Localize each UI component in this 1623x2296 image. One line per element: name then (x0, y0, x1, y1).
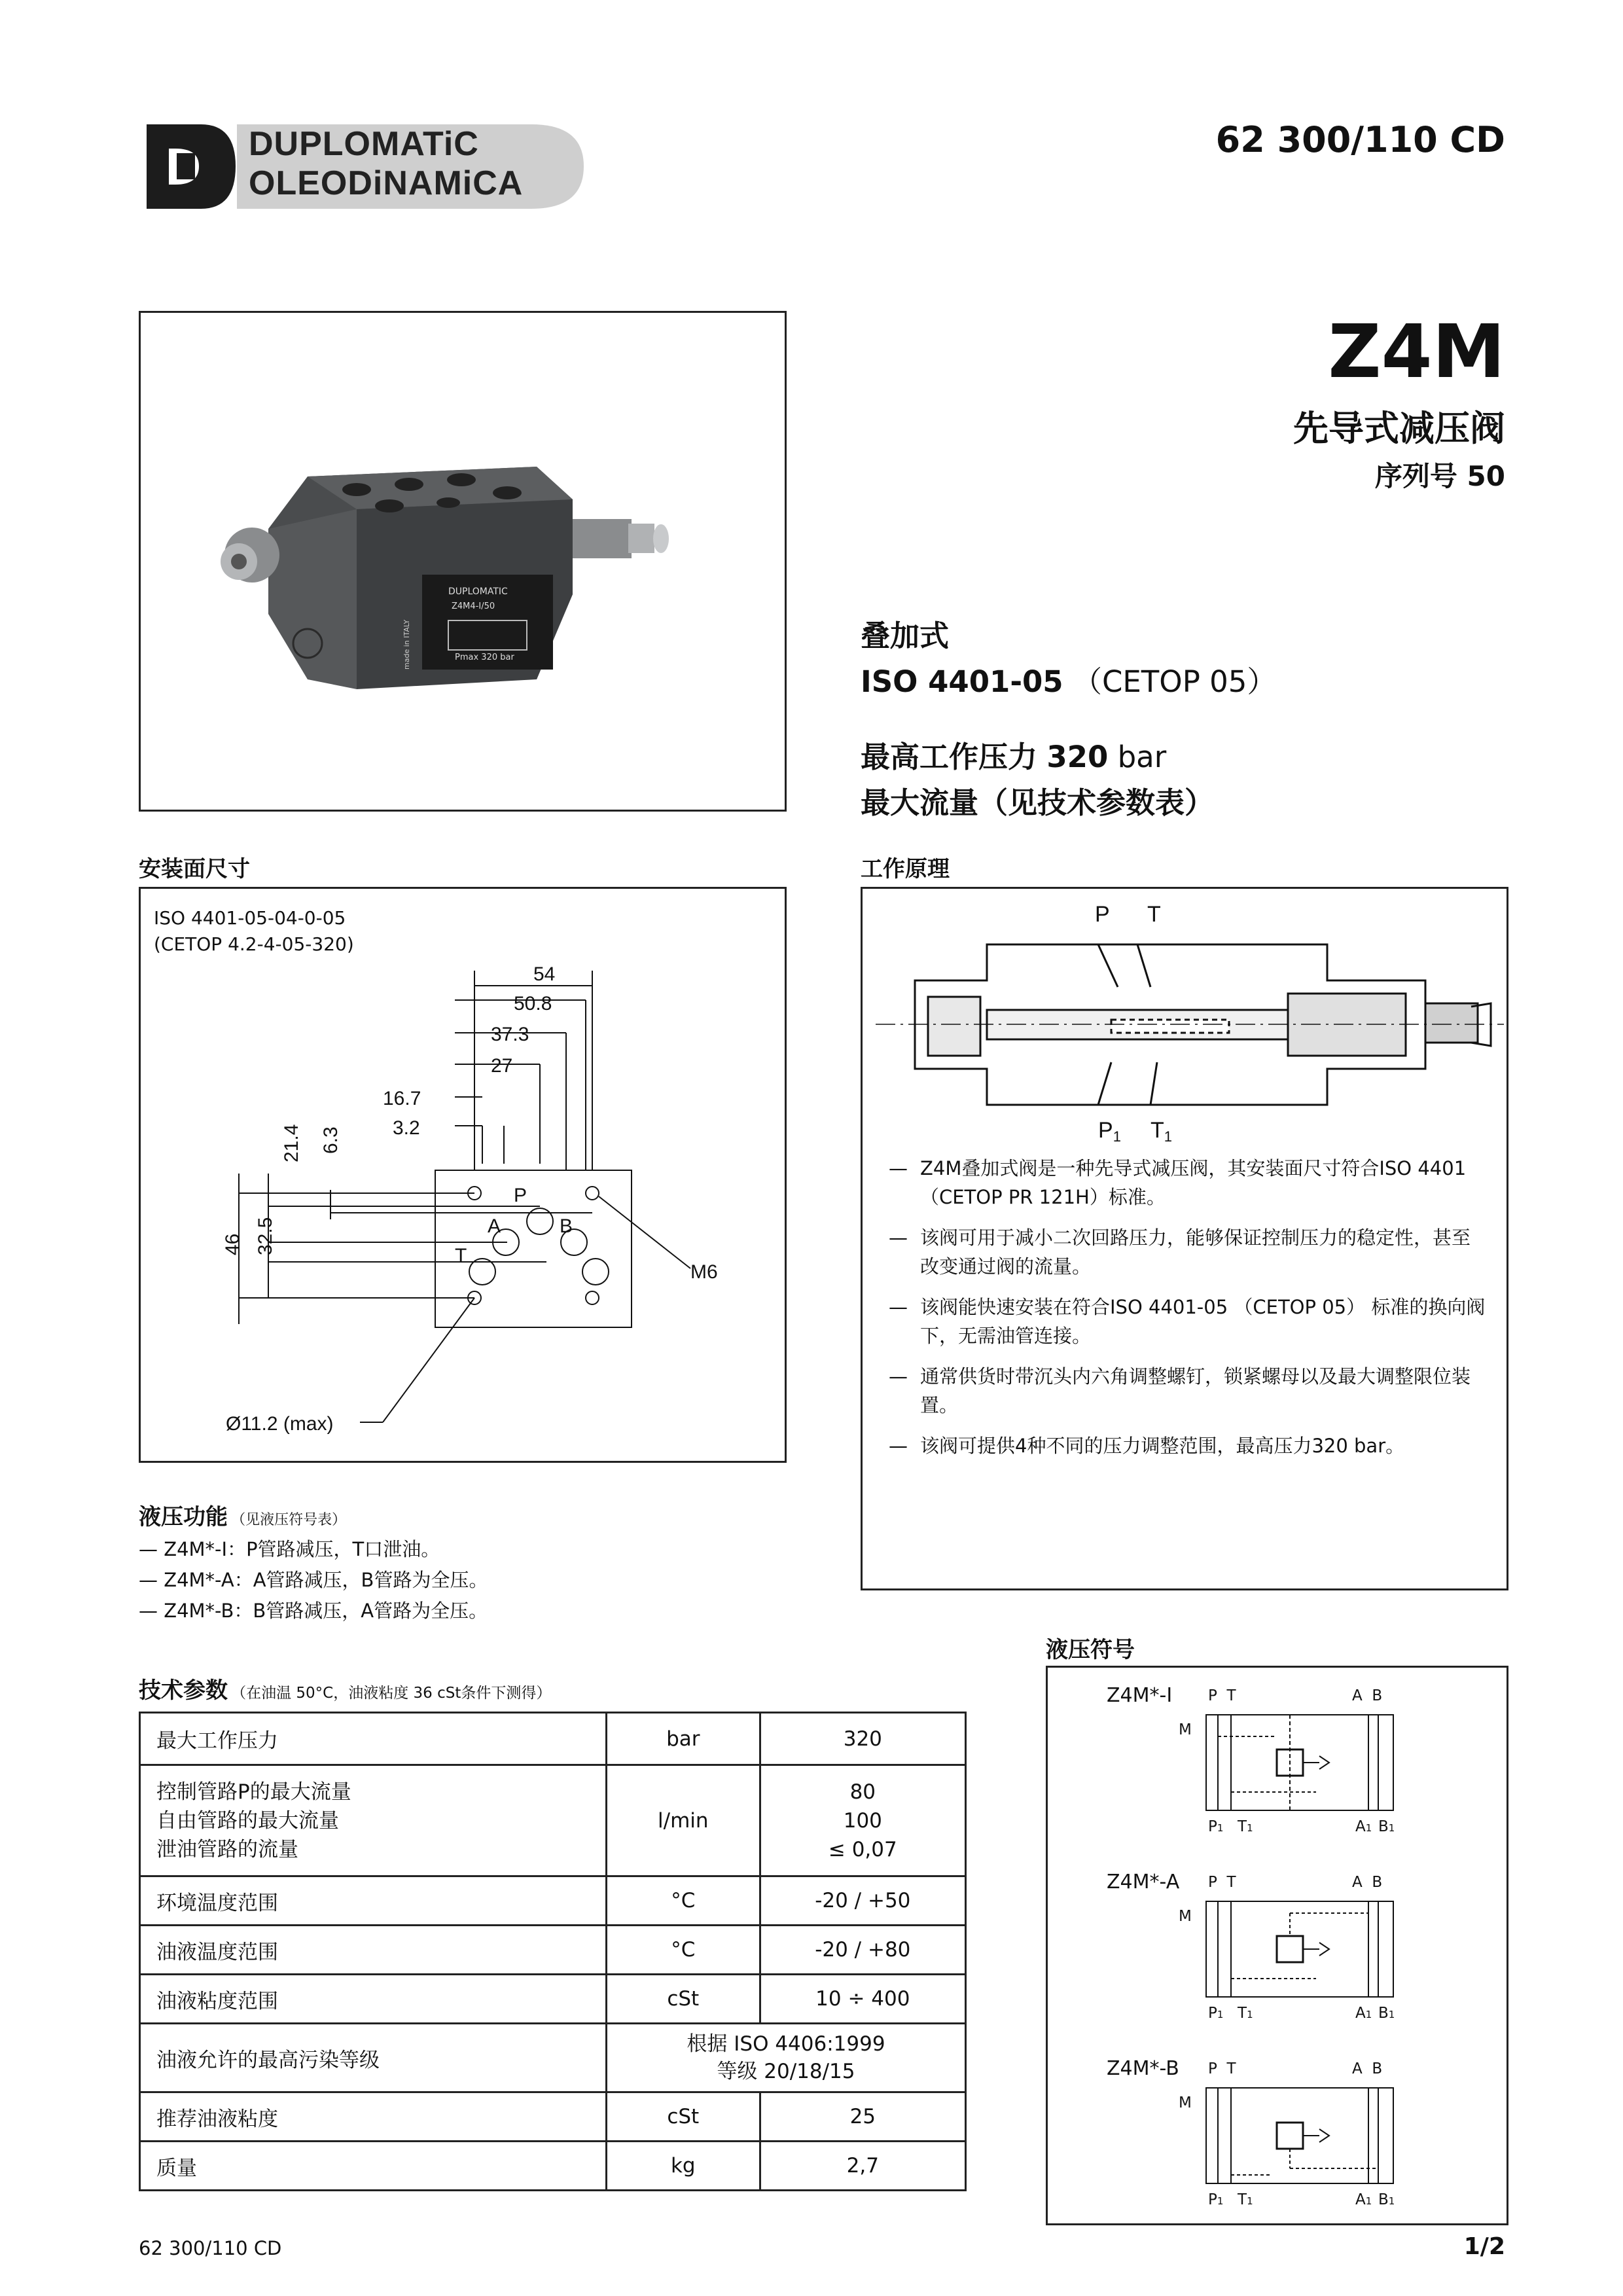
principle-port-P1: P1 (1098, 1118, 1121, 1145)
symbol-name: Z4M*-I (1107, 1684, 1173, 1707)
function-item: — Z4M*-B：B管路减压，A管路为全压。 (139, 1600, 488, 1622)
port-T: T (455, 1245, 467, 1266)
nameplate-origin: made in ITALY (402, 619, 411, 670)
thread-M6: M6 (690, 1261, 718, 1283)
dim-3-2: 3.2 (393, 1117, 420, 1139)
param-cell: 油液温度范围 (140, 1926, 607, 1975)
unit-cell: l/min (606, 1765, 760, 1876)
table-row (140, 2024, 966, 2092)
table-row (140, 1926, 966, 1975)
param-cell: 环境温度范围 (140, 1876, 607, 1926)
principle-bullet: — 该阀可提供4种不同的压力调整范围，最高压力320 bar。 (889, 1435, 1405, 1457)
table-row (140, 2092, 966, 2142)
dim-16-7: 16.7 (383, 1088, 421, 1109)
dim-37-3: 37.3 (491, 1024, 529, 1045)
principle-port-P: P (1095, 902, 1110, 927)
mounting-diagram-frame (139, 887, 787, 1463)
dim-32-5: 32.5 (255, 1217, 276, 1255)
table-row (140, 2142, 966, 2191)
principle-frame (861, 887, 1508, 1590)
principle-bullet: — 该阀可用于减小二次回路压力，能够保证控制压力的稳定性，甚至改变通过阀的流量。 (889, 1227, 1471, 1278)
value-cell: 根据 ISO 4406:1999 等级 20/18/15 (606, 2024, 965, 2092)
symbol-pt: P T (1208, 1874, 1236, 1891)
param-cell: 控制管路P的最大流量 自由管路的最大流量 泄油管路的流量 (140, 1765, 607, 1876)
iso-cetop: （CETOP 05） (1072, 664, 1277, 699)
section-drawing (863, 889, 1507, 1151)
symbol-name: Z4M*-B (1107, 2057, 1179, 2080)
principle-bullets (889, 1154, 1488, 1472)
symbol-block (1048, 2054, 1506, 2224)
product-photo-frame (139, 311, 787, 812)
dim-21-4: 21.4 (281, 1124, 302, 1162)
table-row (140, 1975, 966, 2024)
param-cell: 推荐油液粘度 (140, 2092, 607, 2142)
mounting-iso: ISO 4401-05-04-0-05 (154, 907, 346, 929)
value-cell: 80 100 ≤ 0,07 (760, 1765, 965, 1876)
company-logo (139, 119, 584, 214)
iso-label: ISO 4401-05 (861, 664, 1063, 699)
symbol-b1: B1 (1378, 2005, 1395, 2022)
unit-cell: cSt (606, 1975, 760, 2024)
mounting-cetop: (CETOP 4.2-4-05-320) (154, 933, 354, 955)
value-cell: -20 / +80 (760, 1926, 965, 1975)
param-cell: 油液允许的最高污染等级 (140, 2024, 607, 2092)
symbol-t1: T1 (1238, 1818, 1253, 1835)
pressure-value: 320 (1046, 740, 1109, 774)
symbol-t1: T1 (1238, 2191, 1253, 2208)
product-model: Z4M (1328, 310, 1505, 395)
tech-note: （在油温 50°C，油液粘度 36 cSt条件下测得） (231, 1685, 552, 1702)
value-cell: 2,7 (760, 2142, 965, 2191)
symbol-ab: A B (1352, 1687, 1383, 1704)
feature-flow: 最大流量（见技术参数表） (861, 785, 1215, 820)
symbol-m: M (1179, 1721, 1192, 1738)
port-P: P (514, 1185, 527, 1206)
symbol-name: Z4M*-A (1107, 1871, 1180, 1893)
dim-27: 27 (491, 1055, 513, 1077)
feature-pressure (861, 733, 1166, 776)
symbol-ab: A B (1352, 2060, 1383, 2077)
unit-cell: kg (606, 2142, 760, 2191)
symbol-m: M (1179, 1908, 1192, 1925)
product-series: 序列号 50 (1374, 460, 1505, 492)
symbols-frame (1046, 1666, 1508, 2225)
document-code: 62 300/110 CD (1215, 119, 1505, 160)
function-item: — Z4M*-A：A管路减压，B管路为全压。 (139, 1569, 488, 1591)
symbol-a1: A1 (1355, 2005, 1372, 2022)
principle-bullet: — 该阀能快速安装在符合ISO 4401-05 （CETOP 05） 标准的换向阀下，无需油管连接。 (889, 1296, 1486, 1347)
tech-title: 技术参数 (139, 1677, 228, 1704)
symbol-t1: T1 (1238, 2005, 1253, 2022)
functions-title: 液压功能 (139, 1504, 228, 1530)
symbol-diagram (1205, 1713, 1395, 1812)
param-cell: 质量 (140, 2142, 607, 2191)
tech-heading (139, 1672, 551, 1704)
symbol-ab: A B (1352, 1874, 1383, 1891)
dim-54: 54 (533, 963, 556, 985)
nameplate-model: Z4M4-I/50 (452, 601, 495, 611)
pressure-label: 最高工作压力 (861, 740, 1038, 774)
value-cell: 320 (760, 1713, 965, 1765)
symbol-p1: P1 (1208, 1818, 1224, 1835)
port-A: A (488, 1215, 501, 1237)
principle-title: 工作原理 (861, 856, 950, 882)
symbol-b1: B1 (1378, 1818, 1395, 1835)
principle-port-T1: T1 (1150, 1118, 1173, 1145)
table-row (140, 1765, 966, 1876)
symbol-diagram (1205, 1900, 1395, 1998)
symbol-a1: A1 (1355, 1818, 1372, 1835)
footer-code: 62 300/110 CD (139, 2237, 282, 2259)
unit-cell: cSt (606, 2092, 760, 2142)
mounting-title: 安装面尺寸 (139, 856, 250, 882)
tech-table (139, 1712, 967, 2191)
svg-text:DUPLOMATIC: DUPLOMATIC (448, 586, 508, 597)
brand-line-2: OLEODiNAMiCA (249, 164, 524, 202)
value-cell: 25 (760, 2092, 965, 2142)
dim-46: 46 (222, 1233, 243, 1255)
value-cell: 10 ÷ 400 (760, 1975, 965, 2024)
table-row (140, 1713, 966, 1765)
symbol-p1: P1 (1208, 2005, 1224, 2022)
unit-cell: bar (606, 1713, 760, 1765)
principle-port-T: T (1147, 902, 1161, 927)
param-cell: 油液粘度范围 (140, 1975, 607, 2024)
dim-50-8: 50.8 (514, 993, 552, 1014)
symbol-a1: A1 (1355, 2191, 1372, 2208)
unit-cell: °C (606, 1876, 760, 1926)
function-item: — Z4M*-I：P管路减压，T口泄油。 (139, 1538, 440, 1560)
product-name: 先导式减压阀 (1293, 408, 1505, 449)
functions-note: （见液压符号表） (231, 1512, 347, 1528)
param-cell: 最大工作压力 (140, 1713, 607, 1765)
symbol-pt: P T (1208, 1687, 1236, 1704)
page-number: 1/2 (1463, 2233, 1505, 2260)
nameplate-pmax: Pmax 320 bar (455, 653, 514, 662)
unit-cell: °C (606, 1926, 760, 1975)
valve-photo (141, 313, 785, 810)
principle-bullet: — 通常供货时带沉头内六角调整螺钉，锁紧螺母以及最大调整限位装置。 (889, 1365, 1471, 1416)
symbol-diagram (1205, 2087, 1395, 2185)
dim-6-3: 6.3 (320, 1126, 342, 1154)
hole-diameter: Ø11.2 (max) (226, 1413, 334, 1435)
symbol-b1: B1 (1378, 2191, 1395, 2208)
symbol-block (1048, 1867, 1506, 2044)
value-cell: -20 / +50 (760, 1876, 965, 1926)
principle-bullet: — Z4M叠加式阀是一种先导式减压阀，其安装面尺寸符合ISO 4401（CETOP PR 121H）标准。 (889, 1157, 1467, 1208)
symbol-p1: P1 (1208, 2191, 1224, 2208)
mounting-drawing (141, 889, 785, 1461)
table-row (140, 1876, 966, 1926)
symbol-m: M (1179, 2094, 1192, 2111)
symbol-pt: P T (1208, 2060, 1236, 2077)
feature-iso (861, 658, 1276, 700)
brand-line-1: DUPLOMATiC (249, 125, 479, 163)
feature-type: 叠加式 (861, 619, 950, 653)
functions-heading (139, 1499, 346, 1531)
port-B: B (560, 1215, 573, 1237)
symbol-block (1048, 1681, 1506, 1857)
pressure-unit: bar (1117, 740, 1167, 774)
symbols-title: 液压符号 (1046, 1637, 1135, 1663)
